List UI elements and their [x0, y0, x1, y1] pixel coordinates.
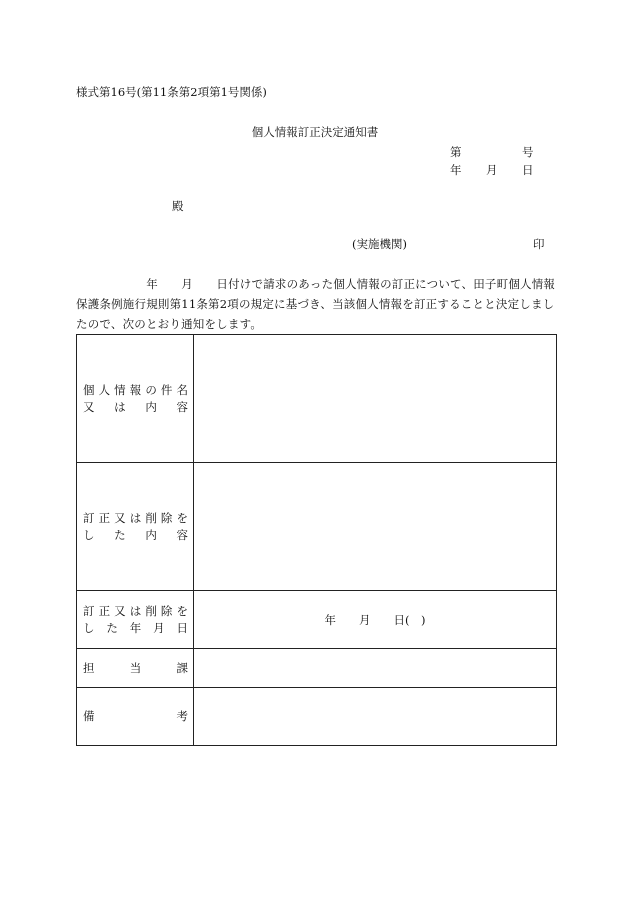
label-char: た: [114, 527, 126, 542]
row-value: [194, 463, 557, 591]
label-char: 情: [114, 382, 126, 397]
label-char: 容: [176, 399, 188, 414]
label-char: 担: [83, 660, 95, 675]
form-id: 様式第16号(第11条第2項第1号関係): [76, 85, 267, 99]
label-char: を: [176, 510, 188, 525]
issue-date: [450, 162, 534, 178]
label-char: 除: [160, 510, 173, 525]
row-label-line: [77, 510, 193, 527]
label-char: 削: [145, 603, 157, 618]
label-char: 考: [176, 709, 188, 723]
row-label: [77, 649, 194, 688]
body-line: 保護条例施行規則第11条第2項の規定に基づき、当該個人情報を訂正することと決定しまし: [76, 297, 555, 311]
label-char: 課: [176, 660, 188, 675]
label-char: し: [83, 620, 95, 635]
date-month: 月: [486, 163, 498, 177]
label-char: 訂: [83, 603, 95, 618]
table-row-corrected-date: [77, 591, 557, 649]
label-char: 個: [83, 382, 95, 397]
label-char: 月: [153, 620, 165, 635]
label-char: 削: [145, 510, 157, 525]
label-char: 正: [98, 603, 111, 618]
seal-mark: 印: [533, 237, 545, 251]
notice-body: [76, 274, 560, 334]
row-label: [77, 335, 194, 463]
row-label-line: [77, 527, 193, 544]
body-line: たので、次のとおり通知をします。: [76, 317, 263, 331]
table-row-item-name: [77, 335, 557, 463]
table-row-department: [77, 649, 557, 688]
label-char: 又: [114, 603, 126, 618]
label-char: の: [145, 382, 157, 397]
label-char: 又: [114, 510, 126, 525]
recipient-suffix: 殿: [172, 199, 184, 213]
label-char: 人: [98, 382, 111, 397]
agency-label: (実施機関): [352, 237, 407, 251]
label-char: 内: [145, 527, 157, 542]
row-label-line: [77, 708, 193, 725]
label-char: 件: [160, 382, 173, 397]
row-value: [194, 688, 557, 746]
row-value: [194, 649, 557, 688]
number-suffix: 号: [522, 145, 534, 159]
date-year: 年: [450, 163, 462, 177]
label-char: 報: [129, 382, 142, 397]
label-char: は: [129, 603, 142, 618]
label-char: を: [176, 603, 188, 618]
correction-table: [76, 334, 557, 746]
date-day: 日: [522, 163, 534, 177]
row-value: 年 月 日( ): [194, 591, 557, 649]
label-char: は: [129, 510, 142, 525]
row-label: [77, 591, 194, 649]
row-value: [194, 335, 557, 463]
row-label-line: [77, 382, 193, 399]
document-title: 個人情報訂正決定通知書: [251, 125, 379, 139]
label-char: 年: [129, 620, 142, 635]
label-char: 正: [98, 510, 111, 525]
label-char: は: [114, 399, 126, 414]
label-char: 当: [129, 660, 142, 675]
row-label: [77, 463, 194, 591]
number-prefix: 第: [450, 145, 462, 159]
row-label-line: [77, 603, 193, 620]
body-line: 年 月 日付けで請求のあった個人情報の訂正について、田子町個人情報: [76, 277, 556, 291]
table-row-remarks: [77, 688, 557, 746]
label-char: 内: [145, 399, 157, 414]
label-char: 名: [176, 382, 188, 397]
label-char: た: [106, 620, 118, 635]
label-char: 又: [83, 399, 95, 414]
table-row-corrected-content: [77, 463, 557, 591]
row-label: [77, 688, 194, 746]
row-label-line: [77, 660, 193, 677]
label-char: 除: [160, 603, 173, 618]
label-char: 日: [176, 620, 188, 635]
row-label-line: [77, 399, 193, 416]
label-char: 訂: [83, 510, 95, 525]
label-char: 備: [83, 709, 95, 723]
label-char: 容: [176, 527, 188, 542]
label-char: し: [83, 527, 95, 542]
row-label-line: [77, 620, 193, 637]
